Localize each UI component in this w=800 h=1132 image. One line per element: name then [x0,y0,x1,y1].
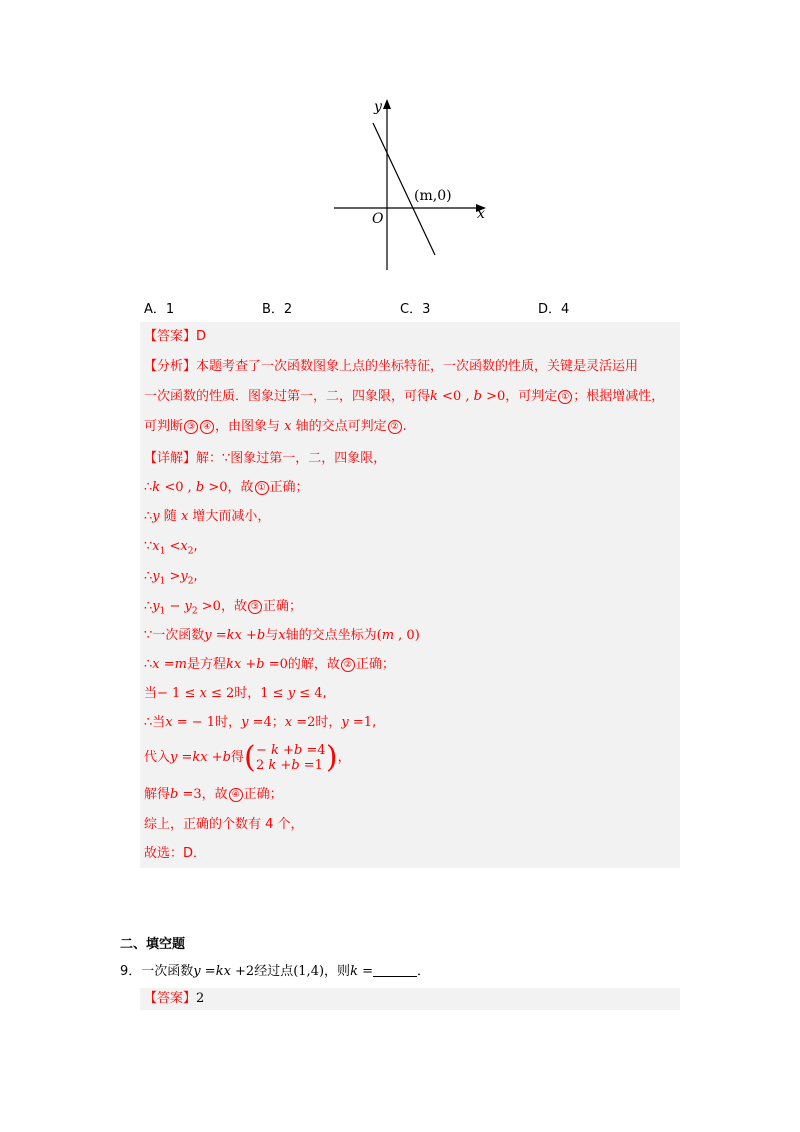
detail-line-4: $\because x_1 <x_2$, [144,539,198,557]
choice-d: D．4 [538,302,570,317]
answer-panel-9 [140,988,680,1010]
analysis-line-1: 【分析】本题考查了一次函数图象上点的坐标特征，一次函数的性质，关键是灵活运用 [144,359,639,374]
detail-line-14: 故选：D． [144,846,207,861]
detail-line-8: ∴x =m是方程kx +b =0的解，故 ② 正确； [144,657,395,672]
analysis-line-3: 可判断 ③ ④ ，由图象与 x 轴的交点可判定 ② . [144,419,407,434]
detail-line-3: ∴y 随 x 增大而减小， [144,509,271,524]
solution-panel [140,322,680,868]
y-axis-label: y [374,99,382,115]
detail-line-13: 综上，正确的个数有 4 个， [144,817,304,832]
answer-line: 【答案】D [144,329,207,344]
y-axis-arrow [383,99,391,109]
question-9: 9．一次函数y =kx +2经过点(1,4)，则k = ． [120,964,430,979]
choice-b: B．2 [262,302,293,317]
detail-line-5: $\therefore y_1 >y_2$, [144,569,198,587]
choice-c: C．3 [400,302,431,317]
detail-line-12: 解得b =3，故 ④ 正确； [144,787,283,802]
detail-line-11: 代入y =kx +b得 ( − k +b =4 2 k +b =1 ) ， [144,739,351,775]
detail-line-2: ∴k <0 , b >0，故 ① 正确； [144,480,309,495]
choice-row [144,298,664,316]
equation-system: ( − k +b =4 2 k +b =1 ) [244,739,338,775]
answer-line-9: 【答案】2 [144,991,205,1006]
choice-a: A．1 [144,302,175,317]
x-axis-label: x [477,206,485,222]
detail-line-1: 【详解】解：∵图象过第一，二，四象限， [144,451,387,466]
section-title: 二、填空题 [120,937,186,952]
intercept-label: (m,0) [414,188,452,204]
analysis-line-2: 一次函数的性质．图象过第一，二，四象限，可得k <0 , b >0，可判定 ① ；根据增减性， [144,389,665,404]
detail-line-6: $\therefore y_1 - y_2 >0$，故 ③ 正确； [144,599,302,617]
detail-line-10: ∴当x = − 1时，y =4；x =2时，y =1, [144,715,377,730]
answer-blank[interactable] [373,964,417,977]
linear-function-graph [330,95,490,275]
detail-line-7: ∵一次函数y =kx +b与x轴的交点坐标为(m , 0) [144,628,420,643]
detail-line-9: 当− 1 ≤ x ≤ 2时，1 ≤ y ≤ 4, [144,686,327,701]
origin-label: O [372,211,384,227]
